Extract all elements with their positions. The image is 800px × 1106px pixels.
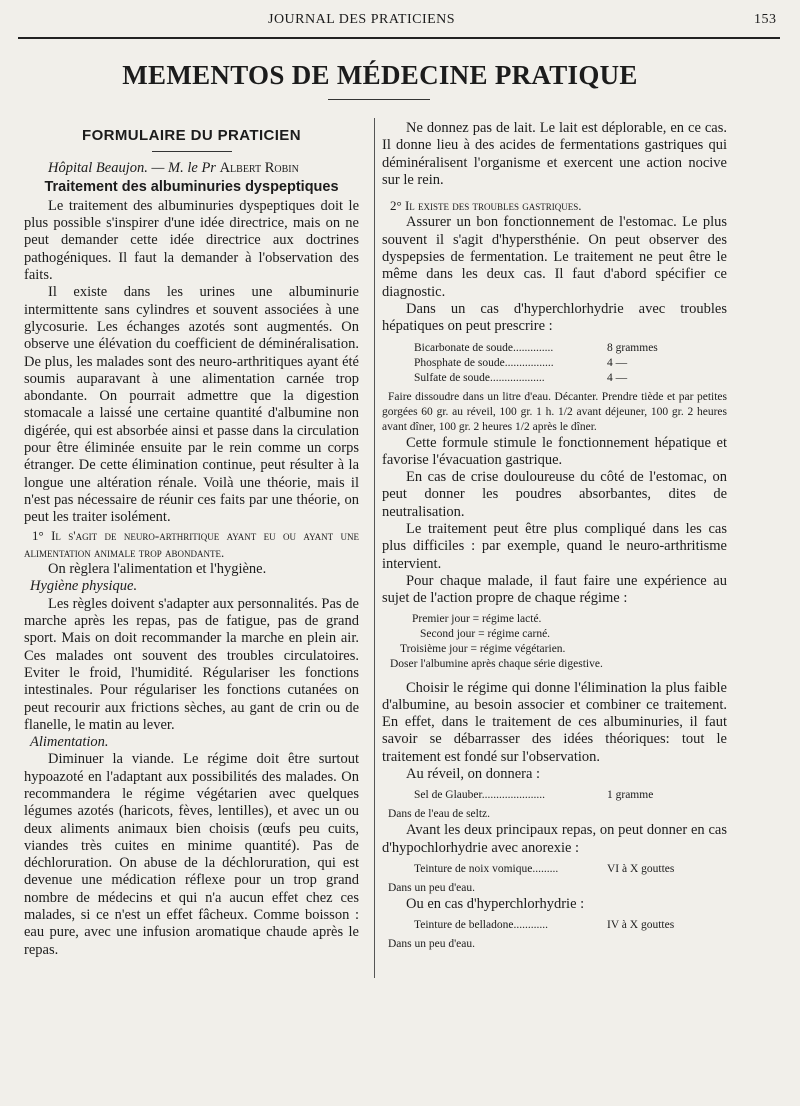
prescription-note: Dans un peu d'eau. [388,881,476,894]
paragraph: On règlera l'alimentation et l'hygiène. [48,561,267,578]
right-column [382,120,727,952]
hospital-line [24,160,359,177]
subsection-heading: 1° Il s'agit de neuro-arthritique ayant eu ou ayant une alimentation animale trop abondante. [24,527,359,560]
prescription-note: Dans de l'eau de seltz. [388,808,491,821]
drug-name: Sel de Glauber...................... [414,789,545,802]
prescription-4 [382,918,727,933]
regime-item: Premier jour = régime lacté. [412,612,542,625]
paragraph: Ou en cas d'hyperchlorhydrie : [406,895,585,912]
section-title: FORMULAIRE DU PRATICIEN [82,127,301,144]
regime-item: Second jour = régime carné. [420,627,551,640]
paragraph: Le traitement peut être plus compliqué dans les cas plus difficiles : par exemple, quand le neuro-arthritisme intervient. [382,521,727,572]
paragraph: Ne donnez pas de lait. Le lait est déplorable, en ce cas. Il donne lieu à des acides de fermentations gastriques qui déminéralisent l'organisme et exercent une action nocive sur le rein. [382,120,727,188]
drug-dose: IV à X gouttes [607,919,675,932]
paragraph: Au réveil, on donnera : [406,766,541,783]
drug-dose: 1 gramme [607,789,654,802]
prescription-row [382,371,727,386]
hospital-name: Hôpital Beaujon. [48,160,148,177]
paragraph: Diminuer la viande. Le régime doit être surtout hypoazoté en l'adaptant aux possibilités des malades. On recommandera le régime végétarien avec quelques légumes azotés (haricots, fèves, lentilles), et avec un ou deux aliments animaux bien choisis (œufs peu cuits, viandes très cuites en minime quantité). Pas de déchloruration. On abuse de la déchloruration, qui est devenue une médication réflexe pour un trop grand nombre de médecins et qui n'a aucun effet chez ces malades, si ce n'est un effet fâcheux. Comme boisson : eau pure, avec une infusion aromatique chaude après le repas. [24,751,359,958]
paragraph: Avant les deux principaux repas, on peut donner en cas d'hypochlorhydrie avec anorexie : [382,822,727,856]
regime-note: Doser l'albumine après chaque série digestive. [390,657,603,670]
running-title: JOURNAL DES PRATICIENS [268,12,456,27]
paragraph: Choisir le régime qui donne l'élimination la plus faible d'albumine, au besoin associer et combiner ce traitement. En effet, dans le traitement de ces albuminuries, il faut savoir se débarrasser des idées théoriques: tout le traitement est fondé sur l'observation. [382,679,727,765]
left-column [24,120,359,959]
section-rule [152,151,232,152]
paragraph: Dans un cas d'hyperchlorhydrie avec troubles hépatiques on peut prescrire : [382,300,727,335]
drug-dose: 4 — [607,371,628,384]
treatment-title: Traitement des albuminuries dyspeptiques [44,178,339,195]
drug-name: Sulfate de soude................... [414,371,545,384]
running-head [0,10,800,30]
drug-name: Phosphate de soude................. [414,356,554,369]
paragraph: Les règles doivent s'adapter aux personnalités. Pas de marche après les repas, pas de fatigue, pas de grand sport. Mais on doit recommander la marche en plein air. Ces malades ont souvent des troubles circulatoires. Eviter le froid, l'humidité. Régulariser les fonctions intestinales. Pour régulariser les fonctions cutanées on peut recourir aux frictions sèches, au gant de crin ou de flanelle, le matin au lever. [24,595,359,733]
drug-name: Bicarbonate de soude.............. [414,341,554,354]
page-title: MEMENTOS DE MÉDECINE PRATIQUE [122,60,638,90]
prescription-2 [382,788,727,803]
prescription-row [382,918,727,933]
page-number: 153 [754,12,777,27]
prescription-row [382,356,727,371]
prescription-row [382,788,727,803]
prescription-row [382,862,727,877]
column-divider [374,118,375,978]
regime-item: Troisième jour = régime végétarien. [400,642,566,655]
subsection-heading: 2° Il existe des troubles gastriques. [390,198,582,214]
paragraph: En cas de crise douloureuse du côté de l'estomac, on peut donner les poudres absorbantes, dites de neutralisation. [382,469,727,520]
prescription-3 [382,862,727,877]
prescription-row [382,341,727,356]
paragraph: Assurer un bon fonctionnement de l'estomac. Le plus souvent il s'agit d'hypersthénie. On peut observer des dyspepsies de fermentation. Le traitement ne peut être le même dans les deux cas. Il faut d'abord spécifier ce diagnostic. [382,214,727,300]
paragraph: Pour chaque malade, il faut faire une expérience au sujet de l'action propre de chaque régime : [382,572,727,607]
drug-name: Teinture de belladone............ [414,919,548,932]
drug-dose: 4 — [607,356,628,369]
subheading-alimentation: Alimentation. [30,734,109,751]
paragraph: Le traitement des albuminuries dyspeptiques doit le plus possible s'inspirer d'une idée directrice, mais on ne peut demander cette idée directrice aux doctrines pathogéniques. Il faut la demander à l'observation des faits. [24,197,359,284]
drug-dose: 8 grammes [607,341,658,354]
regime-list [382,612,727,672]
prescription-note: Faire dissoudre dans un litre d'eau. Décanter. Prendre tiède et par petites gorgées 60 gr. au réveil, 100 gr. 1 h. 1/2 avant déjeuner, 100 gr. 2 heures avant dîner, 100 gr. 2 heures 1/2 après le dîner. [382,390,727,433]
paragraph: Cette formule stimule le fonctionnement hépatique et favorise l'évacuation gastrique. [382,434,727,468]
paragraph: Il existe dans les urines une albuminurie intermittente sans cylindres et souvent associées à une glycosurie. Les échanges azotés sont augmentés. On observe une élévation du coefficient de déminéralisation. De plus, les malades sont des neuro-arthritiques ayant été soumis auparavant à une alimentation carnée trop abondante. On pourrait admettre que la digestion stomacale a laissé une certaine quantité d'albumine non digérée, qui est absorbée ainsi et passe dans la circulation pour être éliminée ensuite par le rein comme un corps étranger. De cette élimination continue, peut résulter à la longue une altération rénale. Voilà une théorie, mais il n'est pas nécessaire de réunir ces faits par une théorie, on peut les traiter isolément. [24,284,359,526]
prescription-note: Dans un peu d'eau. [388,938,476,951]
subheading-hygiene: Hygiène physique. [30,578,138,595]
prescription-1 [382,341,727,386]
title-rule [328,99,430,100]
drug-name: Teinture de noix vomique......... [414,862,559,875]
author-prefix: — M. le Pr [147,160,220,177]
author-name: Albert Robin [219,160,299,177]
drug-dose: VI à X gouttes [607,862,675,875]
header-rule [18,37,780,39]
